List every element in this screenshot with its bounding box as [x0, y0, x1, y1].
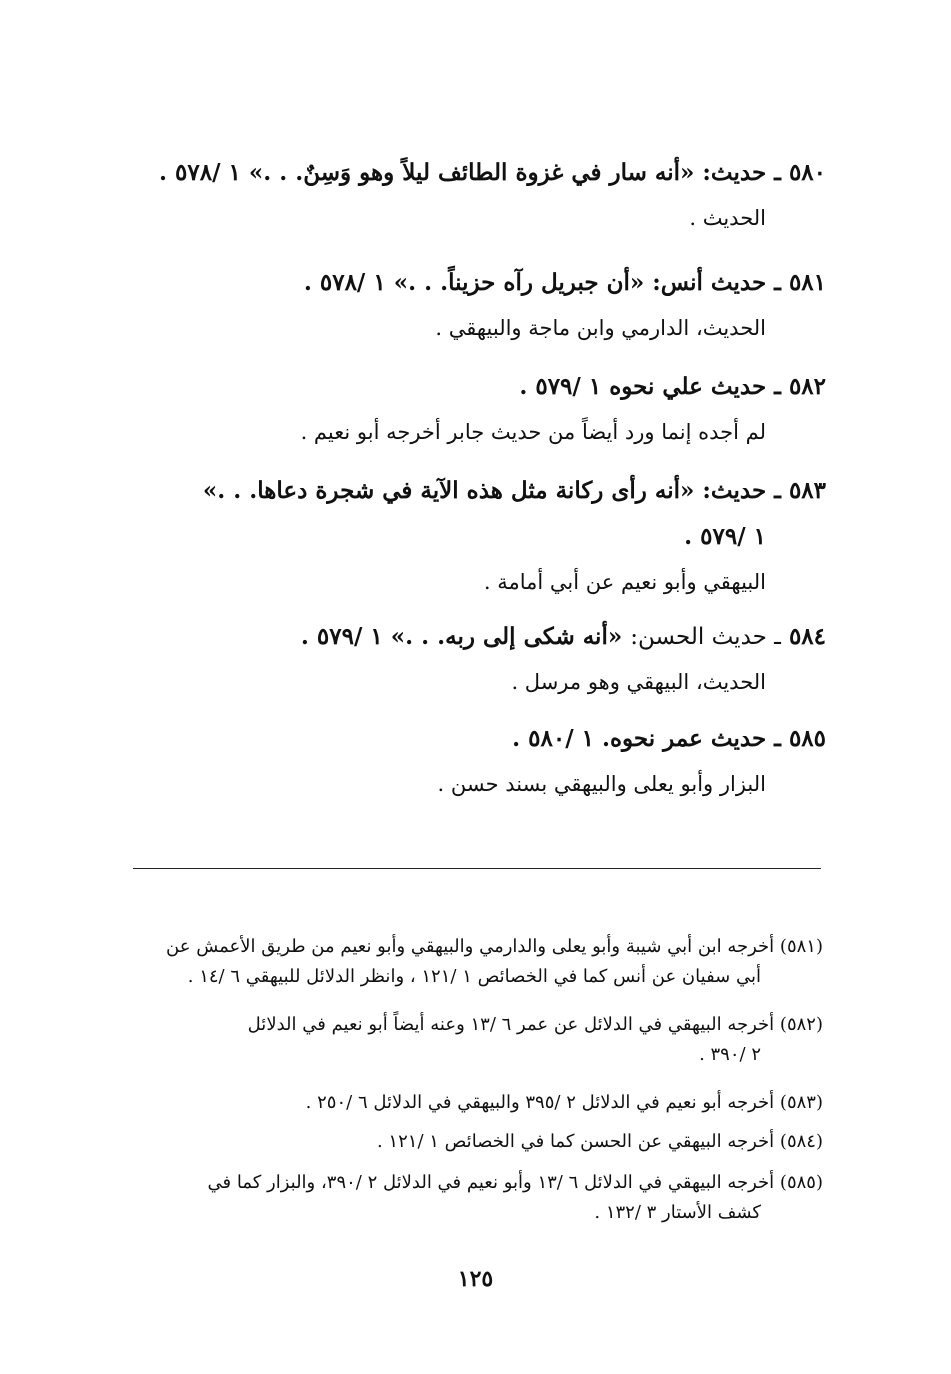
entry-heading: «أنه شكى إلى ربه. . .» ١ /٥٧٩ .	[300, 623, 623, 650]
entry-number: ٥٨٣	[788, 477, 826, 504]
entry-heading: ـ حديث: «أنه سار في غزوة الطائف ليلاً وهو وَسِنٌ. . .» ١ /٥٧٨ .	[158, 159, 781, 186]
footnote-ref: (٥٨٤)	[779, 1131, 823, 1152]
entry-commentary: البيهقي وأبو نعيم عن أبي أمامة .	[483, 570, 766, 594]
entry-commentary: لم أجده إنما ورد أيضاً من حديث جابر أخرجه أبو نعيم .	[300, 420, 766, 444]
entry-commentary: البزار وأبو يعلى والبيهقي بسند حسن .	[437, 772, 766, 796]
footnote-text: أخرجه البيهقي عن الحسن كما في الخصائص ١ /١٢١ .	[376, 1131, 775, 1152]
footnote-581	[123, 932, 823, 992]
footnote-text: أخرجه البيهقي في الدلائل ٦ /١٣ وأبو نعيم في الدلائل ٢ /٣٩٠، والبزار كما في	[207, 1172, 775, 1193]
footnote-text: أخرجه البيهقي في الدلائل عن عمر ٦ /١٣ وعنه أيضاً أبو نعيم في الدلائل	[247, 1014, 775, 1035]
entry-heading-continued: ١ /٥٧٩ .	[684, 523, 766, 550]
footnote-ref: (٥٨٣)	[779, 1092, 823, 1113]
entry-commentary: الحديث .	[689, 206, 766, 230]
entry-number: ٥٨٢	[788, 373, 826, 400]
entry-heading: ـ حديث أنس: «أن جبريل رآه حزيناً. . .» ١ /٥٧٨ .	[303, 269, 781, 296]
footnote-text-continued: ٢ /٣٩٠ .	[699, 1044, 761, 1065]
entry-number: ٥٨٠	[788, 159, 826, 186]
footnote-ref: (٥٨١)	[779, 936, 823, 957]
entry-heading: ـ حديث عمر نحوه. ١ /٥٨٠ .	[512, 725, 781, 752]
entry-heading: ـ حديث علي نحوه ١ /٥٧٩ .	[519, 373, 781, 400]
entry-number: ٥٨١	[788, 269, 826, 296]
footnote-text-continued: كشف الأستار ٣ /١٣٢ .	[594, 1202, 761, 1223]
hadith-entry-580	[126, 150, 826, 240]
footnote-584	[123, 1127, 823, 1157]
page-number: ١٢٥	[457, 1266, 494, 1292]
footnote-ref: (٥٨٢)	[779, 1014, 823, 1035]
footnote-text-continued: أبي سفيان عن أنس كما في الخصائص ١ /١٢١ ، وانظر الدلائل للبيهقي ٦ /١٤ .	[187, 966, 761, 987]
entry-heading: ـ حديث: «أنه رأى ركانة مثل هذه الآية في شجرة دعاها. . .»	[202, 477, 781, 504]
entry-commentary: الحديث، البيهقي وهو مرسل .	[511, 670, 766, 694]
footnote-divider	[133, 868, 821, 869]
footnote-585	[123, 1168, 823, 1228]
footnote-ref: (٥٨٥)	[779, 1172, 823, 1193]
entry-heading-prefix: ـ حديث الحسن:	[630, 624, 781, 650]
hadith-entry-585	[126, 716, 826, 806]
entry-commentary: الحديث، الدارمي وابن ماجة والبيهقي .	[435, 316, 766, 340]
entry-number: ٥٨٤	[788, 623, 826, 650]
hadith-entry-582	[126, 364, 826, 454]
footnote-582	[123, 1010, 823, 1070]
footnote-text: أخرجه أبو نعيم في الدلائل ٢ /٣٩٥ والبيهقي في الدلائل ٦ /٢٥٠ .	[305, 1092, 775, 1113]
hadith-entry-584	[126, 614, 826, 704]
entry-number: ٥٨٥	[788, 725, 826, 752]
hadith-entry-583	[126, 468, 826, 604]
hadith-entry-581	[126, 260, 826, 350]
footnote-583	[123, 1088, 823, 1118]
footnote-text: أخرجه ابن أبي شيبة وأبو يعلى والدارمي والبيهقي وأبو نعيم من طريق الأعمش عن	[166, 936, 775, 957]
